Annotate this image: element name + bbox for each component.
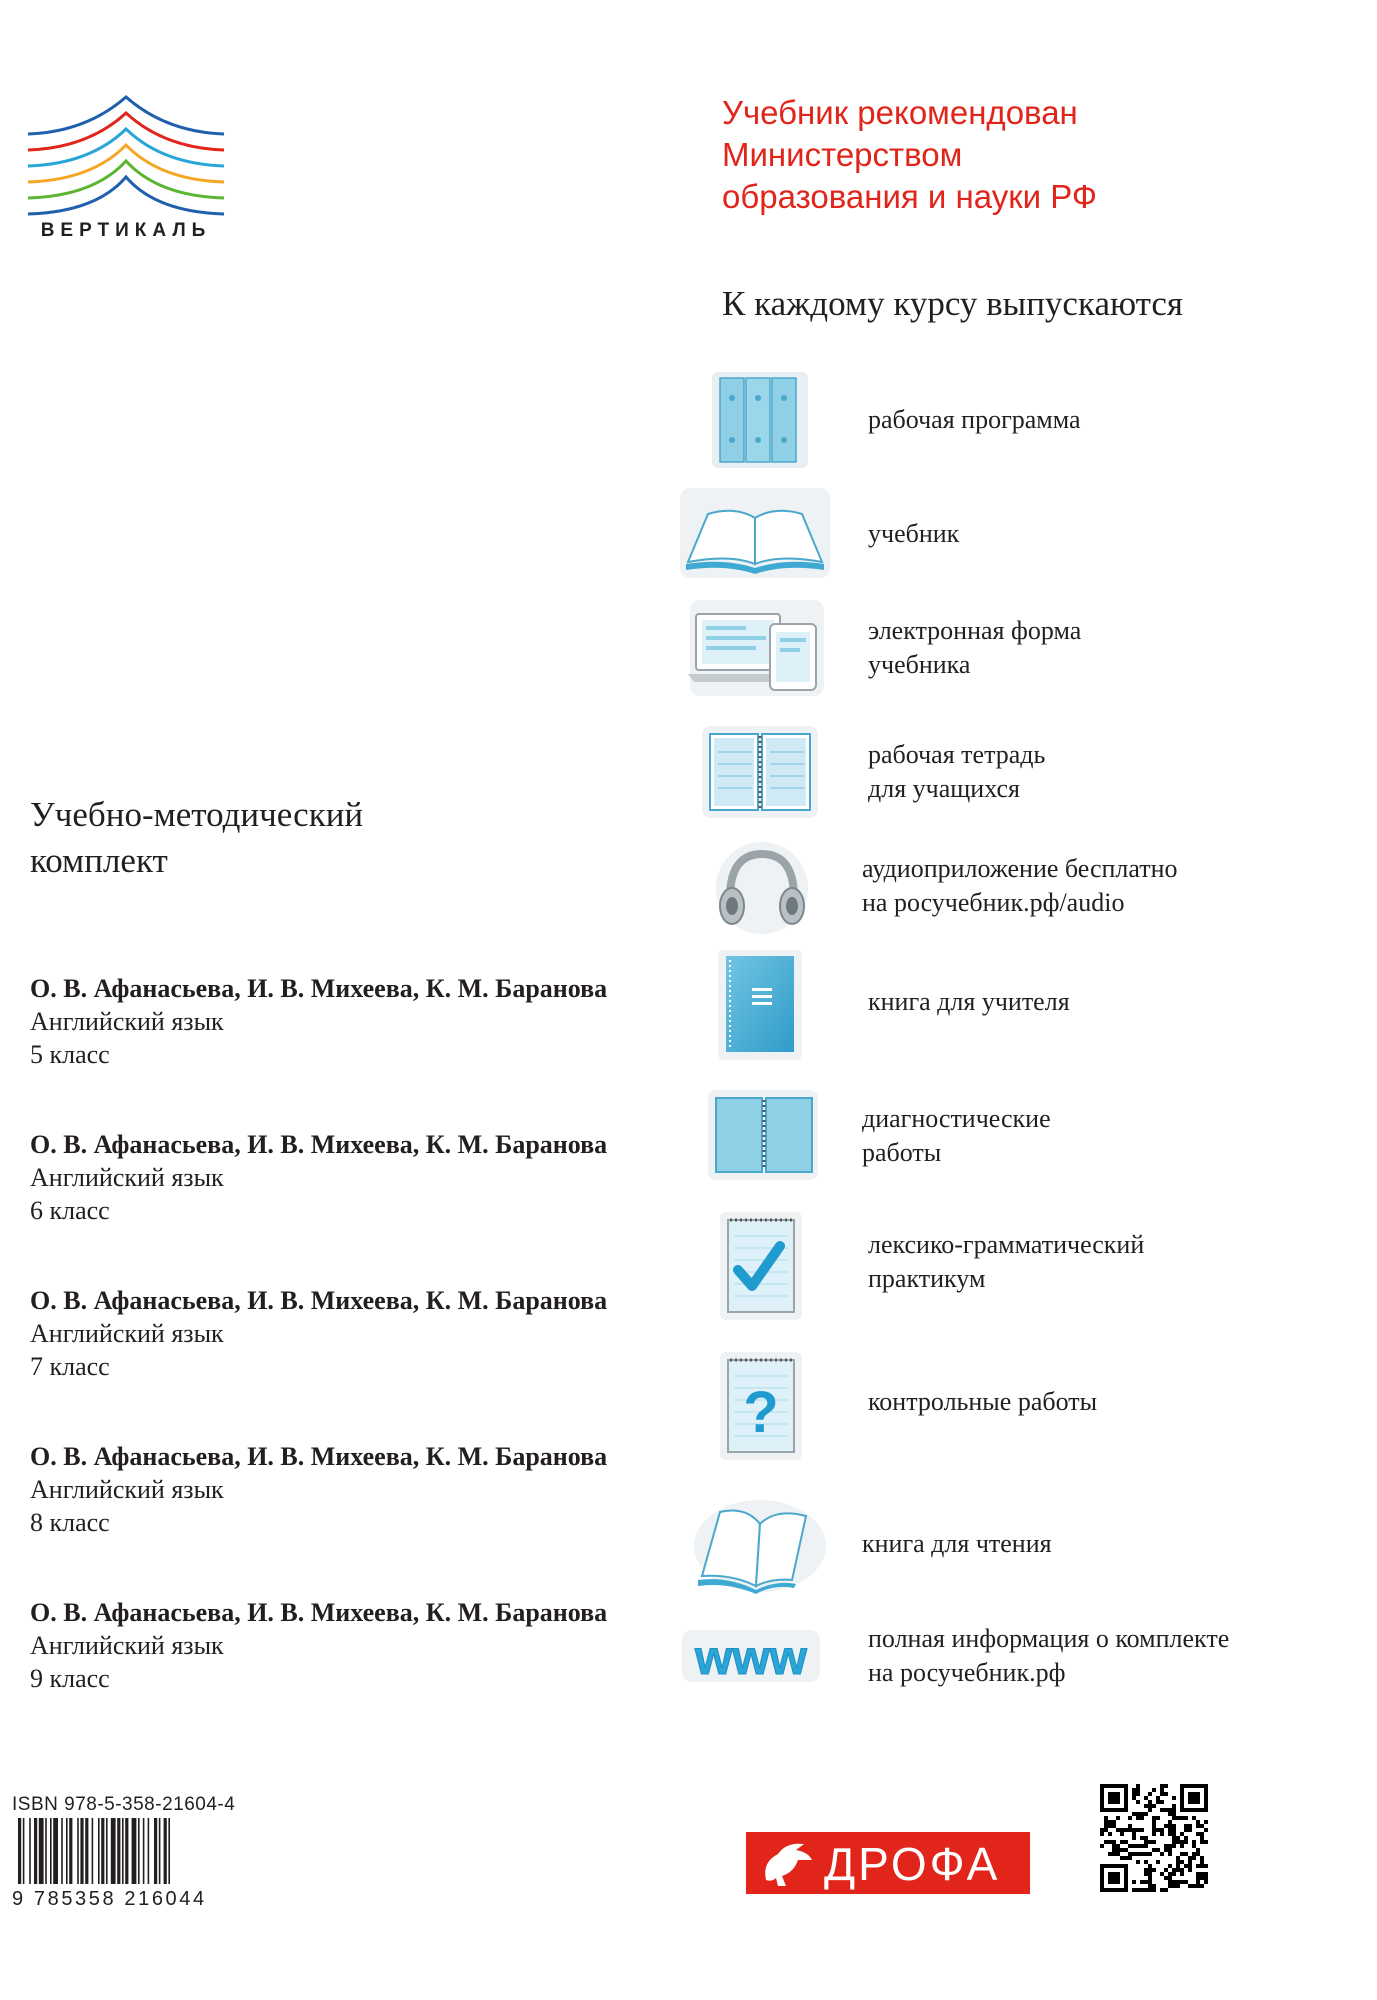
- book-grade: 9 класс: [30, 1664, 110, 1693]
- notebook-icon: [680, 1086, 830, 1186]
- book-subject: Английский язык: [30, 1475, 224, 1504]
- open-book-icon: [680, 484, 830, 584]
- book-authors: О. В. Афанасьева, И. В. Михеева, К. М. Баранова: [30, 1286, 608, 1315]
- kit-item-label: учебник: [868, 519, 960, 548]
- kit-item-website: [680, 1606, 1360, 1706]
- kit-book-entry: [30, 1596, 680, 1695]
- kit-item-label: диагностические работы: [862, 1104, 1051, 1167]
- publisher-name: ДРОФА: [824, 1838, 1001, 1890]
- kit-item-electronic: [680, 598, 1360, 698]
- book-subject: Английский язык: [30, 1631, 224, 1660]
- headphones-icon: [680, 836, 830, 936]
- kit-item-teacher-book: [680, 950, 1360, 1050]
- book-subject: Английский язык: [30, 1319, 224, 1348]
- kit-book-entry: [30, 1128, 680, 1227]
- book-subject: Английский язык: [30, 1163, 224, 1192]
- reading-book-icon: [680, 1494, 830, 1594]
- kit-item-practicum: [680, 1212, 1360, 1312]
- kit-item-reader: [680, 1494, 1360, 1594]
- book-grade: 8 класс: [30, 1508, 110, 1537]
- kit-item-label: полная информация о комплекте на росучебник.рф: [868, 1624, 1230, 1687]
- bird-icon: [752, 1832, 822, 1894]
- book-grade: 5 класс: [30, 1040, 110, 1069]
- checkmark-pad-icon: [680, 1212, 830, 1312]
- kit-item-tests: [680, 1352, 1360, 1452]
- kit-item-label: аудиоприложение бесплатно на росучебник.рф/audio: [862, 854, 1178, 917]
- kit-item-label: книга для учителя: [868, 987, 1070, 1016]
- kit-title: Учебно-методический комплект: [30, 795, 364, 880]
- svg-text:?: ?: [743, 1380, 779, 1445]
- book-authors: О. В. Афанасьева, И. В. Михеева, К. М. Баранова: [30, 1130, 608, 1159]
- kit-book-entry: [30, 1284, 680, 1383]
- binders-icon: [680, 370, 830, 470]
- kit-item-textbook: [680, 484, 1360, 584]
- book-grade: 6 класс: [30, 1196, 110, 1225]
- barcode: [14, 1818, 242, 1894]
- book-authors: О. В. Афанасьева, И. В. Михеева, К. М. Баранова: [30, 974, 608, 1003]
- workbook-icon: [680, 722, 830, 822]
- book-subject: Английский язык: [30, 1007, 224, 1036]
- ministry-recommendation: [722, 92, 1342, 218]
- devices-icon: [680, 598, 830, 698]
- barcode-digits: 9 785358 216044: [12, 1888, 207, 1910]
- svg-text:www: www: [694, 1632, 808, 1685]
- recommendation-line: Учебник рекомендован: [722, 94, 1078, 131]
- kit-item-label: лексико-грамматический практикум: [868, 1230, 1145, 1293]
- isbn-label: ISBN 978-5-358-21604-4: [12, 1794, 236, 1815]
- kit-book-entry: [30, 972, 680, 1071]
- rainbow-arches-icon: [26, 92, 226, 217]
- publisher-logo: [746, 1832, 1030, 1894]
- kit-item-label: рабочая тетрадь для учащихся: [868, 740, 1046, 803]
- book-authors: О. В. Афанасьева, И. В. Михеева, К. М. Баранова: [30, 1598, 608, 1627]
- logo-wordmark: ВЕРТИКАЛЬ: [40, 220, 212, 241]
- recommendation-line: образования и науки РФ: [722, 178, 1097, 215]
- book-grade: 7 класс: [30, 1352, 110, 1381]
- qr-code: [1100, 1784, 1208, 1892]
- recommendation-line: Министерством: [722, 136, 963, 173]
- question-pad-icon: [680, 1352, 830, 1452]
- kit-item-diagnostic: [680, 1086, 1360, 1186]
- kit-item-label: рабочая программа: [868, 405, 1081, 434]
- publisher-series-logo: [26, 92, 226, 252]
- kit-item-work-program: [680, 370, 1360, 470]
- kit-item-label: электронная форма учебника: [868, 616, 1082, 679]
- www-icon: [680, 1606, 830, 1706]
- kit-item-label: книга для чтения: [862, 1529, 1052, 1558]
- kit-book-entry: [30, 1440, 680, 1539]
- kit-item-workbook: [680, 722, 1360, 822]
- kit-item-label: контрольные работы: [868, 1387, 1098, 1416]
- teacher-book-icon: [680, 950, 830, 1050]
- book-authors: О. В. Афанасьева, И. В. Михеева, К. М. Баранова: [30, 1442, 608, 1471]
- course-heading: К каждому курсу выпускаются: [722, 284, 1184, 323]
- kit-item-audio: [680, 836, 1360, 936]
